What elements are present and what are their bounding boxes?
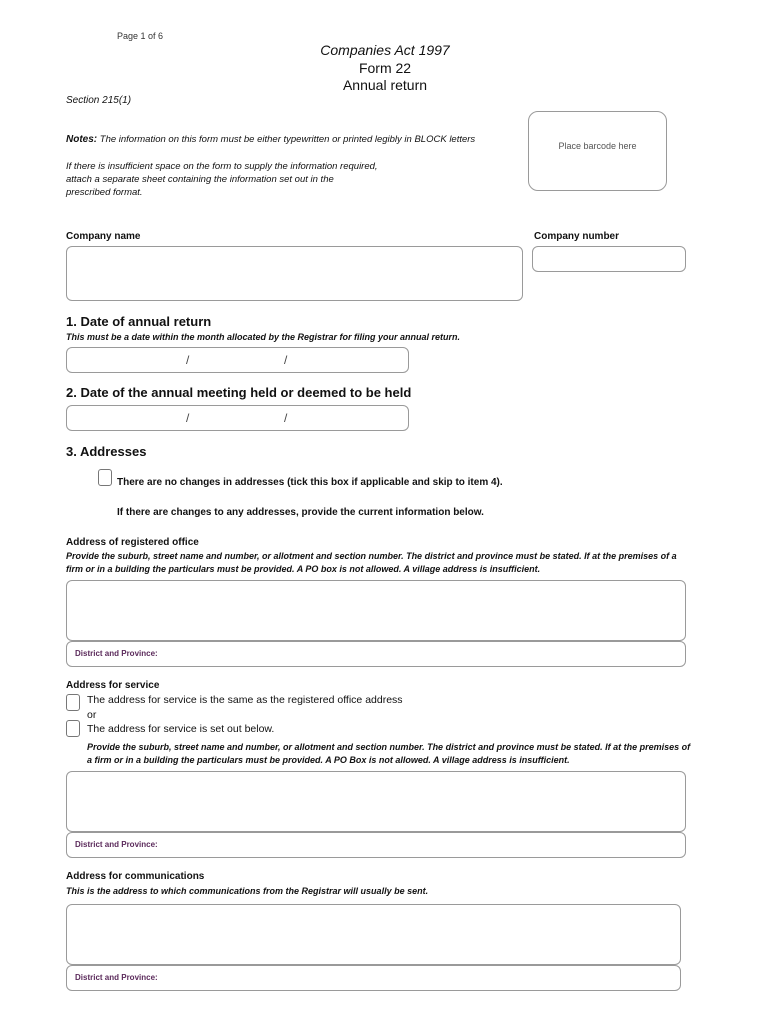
notes-line-2: attach a separate sheet containing the information set out in the [66, 174, 334, 185]
barcode-box [528, 111, 667, 191]
section-1-title: 1. Date of annual return [66, 314, 212, 329]
service-same-checkbox[interactable] [66, 694, 80, 711]
registered-office-address-field[interactable] [66, 580, 686, 641]
notes-line-3: prescribed format. [66, 187, 143, 198]
registered-office-note [66, 550, 677, 576]
section-3-title: 3. Addresses [66, 444, 147, 459]
notes-text: The information on this form must be either typewritten or printed legibly in BLOCK letters [99, 134, 476, 145]
date-separator: / [284, 411, 288, 425]
registered-office-note-line-2: firm or in a building the particulars must be provided. A PO box is not allowed. A village address is insufficient. [66, 564, 541, 574]
registered-office-label: Address of registered office [66, 537, 199, 548]
service-same-text: The address for service is the same as the registered office address [87, 694, 403, 706]
company-number-field[interactable] [532, 246, 686, 272]
section-1-note: This must be a date within the month allocated by the Registrar for filing your annual return. [66, 332, 461, 342]
barcode-label: Place barcode here [558, 141, 637, 151]
annual-meeting-date-field[interactable] [66, 405, 409, 431]
registered-office-note-line-1: Provide the suburb, street name and number, or allotment and section number. The district and province must be stated. If at the premises of a [66, 551, 677, 561]
service-below-checkbox[interactable] [66, 720, 80, 737]
section-reference: Section 215(1) [66, 95, 132, 106]
communications-district-field[interactable] [66, 965, 681, 991]
page-indicator: Page 1 of 6 [117, 31, 164, 41]
date-separator: / [186, 411, 190, 425]
company-name-field[interactable] [66, 246, 523, 301]
service-address-field[interactable] [66, 771, 686, 832]
notes-label: Notes: [66, 134, 98, 145]
communications-address-field[interactable] [66, 904, 681, 965]
registered-office-district-field[interactable] [66, 641, 686, 667]
district-province-label: District and Province: [75, 649, 158, 658]
district-province-label: District and Province: [75, 973, 158, 982]
service-below-text: The address for service is set out below. [87, 723, 275, 735]
notes-insufficient-space [66, 160, 378, 199]
no-changes-text: There are no changes in addresses (tick this box if applicable and skip to item 4). [117, 477, 503, 488]
service-note-line-2: a firm or in a building the particulars must be provided. A PO Box is not allowed. A village address is insufficient. [87, 755, 570, 765]
section-2-title: 2. Date of the annual meeting held or deemed to be held [66, 385, 412, 400]
service-note [87, 741, 690, 767]
notes-line-1: If there is insufficient space on the form to supply the information required, [66, 161, 378, 172]
if-changes-text: If there are changes to any addresses, provide the current information below. [117, 507, 484, 518]
form-number: Form 22 [358, 60, 412, 76]
service-or-text: or [87, 709, 97, 721]
service-note-line-1: Provide the suburb, street name and number, or allotment and section number. The district and province must be stated. If at the premises of [87, 742, 691, 752]
notes [66, 133, 475, 146]
act-title: Companies Act 1997 [320, 42, 450, 58]
district-province-label: District and Province: [75, 840, 158, 849]
company-number-label: Company number [534, 231, 620, 242]
annual-return-date-field[interactable] [66, 347, 409, 373]
service-district-field[interactable] [66, 832, 686, 858]
date-separator: / [284, 353, 288, 367]
date-separator: / [186, 353, 190, 367]
communications-address-label: Address for communications [66, 871, 205, 882]
company-name-label: Company name [66, 231, 141, 242]
service-address-label: Address for service [66, 680, 160, 691]
no-changes-checkbox[interactable] [98, 469, 112, 486]
form-title: Annual return [342, 77, 428, 93]
communications-note: This is the address to which communications from the Registrar will usually be sent. [66, 886, 429, 896]
